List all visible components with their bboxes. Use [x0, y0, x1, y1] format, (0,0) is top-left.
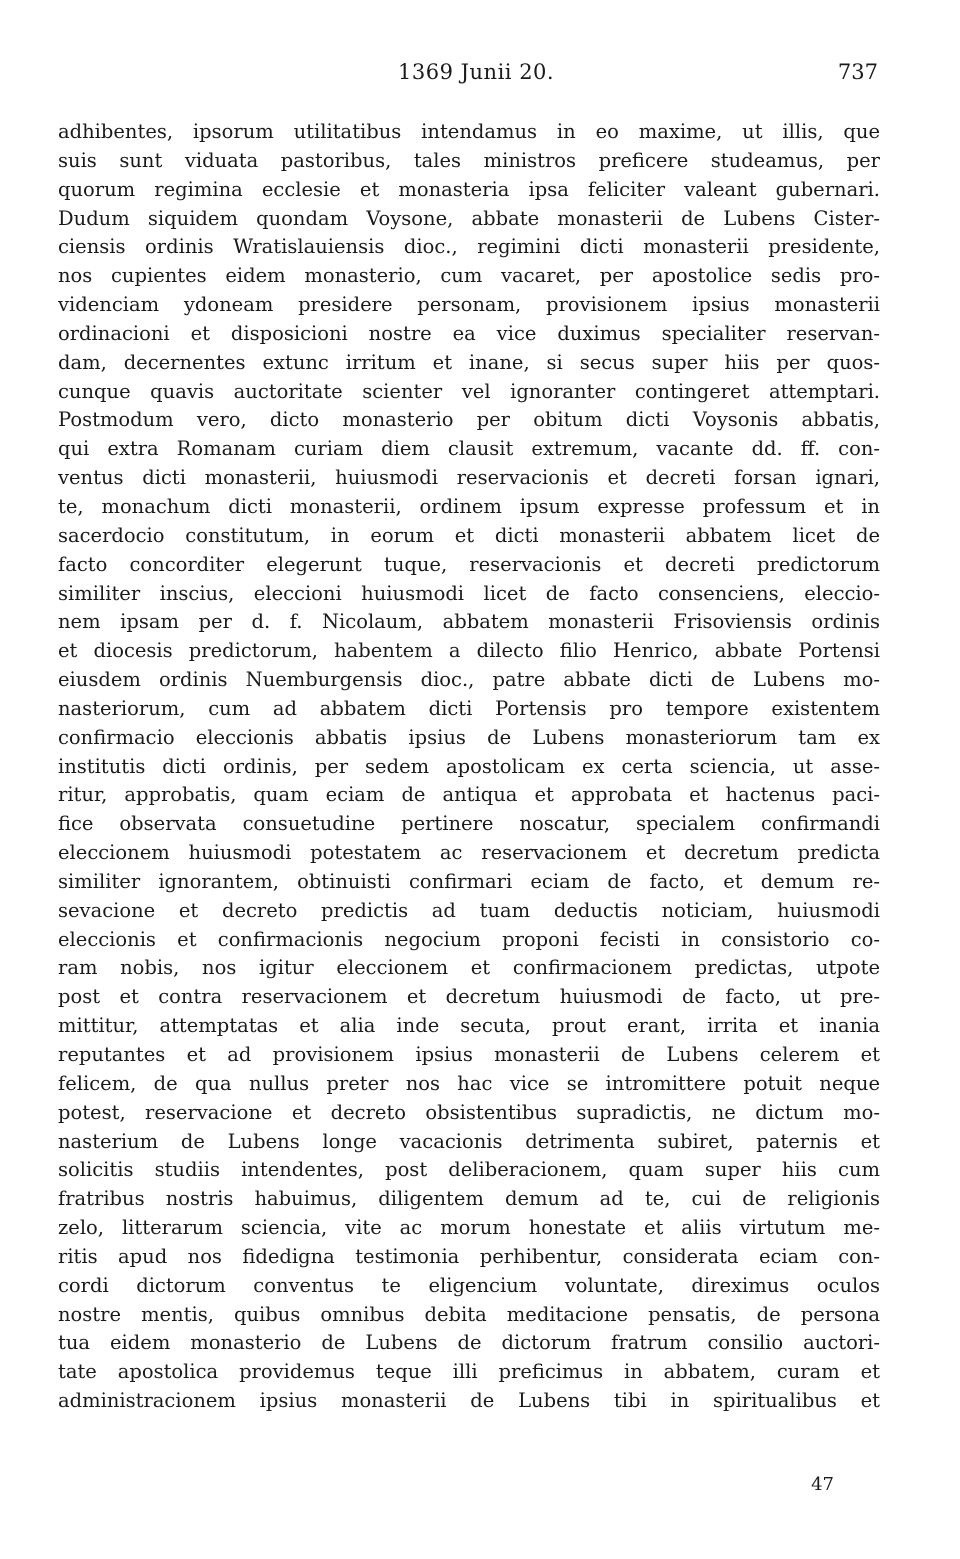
text-line: et diocesis predictorum, habentem a dilecto filio Henrico, abbate Portensi [58, 639, 880, 663]
text-line: ritis apud nos fidedigna testimonia perhibentur, considerata eciam con- [58, 1244, 880, 1268]
text-line: facto concorditer elegerunt tuque, reservacionis et decreti predictorum [58, 552, 880, 576]
text-line: potest, reservacione et decreto obsistentibus supradictis, ne dictum mo- [58, 1100, 880, 1124]
text-line: qui extra Romanam curiam diem clausit extremum, vacante dd. ff. con- [58, 437, 880, 461]
text-line: Postmodum vero, dicto monasterio per obitum dicti Voysonis abbatis, [58, 408, 880, 432]
text-line: sacerdocio constitutum, in eorum et dicti monasterii abbatem licet de [58, 523, 880, 547]
signature-mark: 47 [811, 1474, 834, 1495]
text-line: dam, decernentes extunc irritum et inane, si secus super hiis per quos- [58, 350, 880, 374]
text-line: nos cupientes eidem monasterio, cum vacaret, per apostolice sedis pro- [58, 264, 880, 288]
text-line: mittitur, attemptatas et alia inde secuta, prout erant, irrita et inania [58, 1014, 880, 1038]
text-line: nem ipsam per d. f. Nicolaum, abbatem monasterii Frisoviensis ordinis [58, 610, 880, 634]
text-line: fratribus nostris habuimus, diligentem demum ad te, cui de religionis [58, 1187, 880, 1211]
text-line: reputantes et ad provisionem ipsius monasterii de Lubens celerem et [58, 1043, 880, 1066]
text-line: te, monachum dicti monasterii, ordinem ipsum expresse professum et in [58, 494, 880, 518]
text-line: tua eidem monasterio de Lubens de dictorum fratrum consilio auctori- [58, 1331, 880, 1355]
text-line: ritur, approbatis, quam eciam de antiqua et approbata et hactenus paci- [58, 783, 880, 807]
text-line: cordi dictorum conventus te eligencium voluntate, direximus oculos [58, 1273, 880, 1297]
text-line: eiusdem ordinis Nuemburgensis dioc., patre abbate dicti de Lubens mo- [58, 668, 880, 692]
text-line: eleccionis et confirmacionis negocium proponi fecisti in consistorio co- [58, 927, 880, 951]
text-line: solicitis studiis intendentes, post deliberacionem, quam super hiis cum [58, 1158, 880, 1182]
text-line: nasteriorum, cum ad abbatem dicti Portensis pro tempore existentem [58, 696, 880, 720]
text-line: institutis dicti ordinis, per sedem apostolicam ex certa sciencia, ut asse- [58, 754, 880, 778]
text-line: Dudum siquidem quondam Voysone, abbate monasterii de Lubens Cister- [58, 206, 880, 230]
text-line: felicem, de qua nullus preter nos hac vice se intromittere potuit neque [58, 1071, 880, 1095]
text-line: post et contra reservacionem et decretum huiusmodi de facto, ut pre- [58, 985, 880, 1009]
text-line: administracionem ipsius monasterii de Lubens tibi in spiritualibus et [58, 1389, 880, 1413]
text-line: tate apostolica providemus teque illi preficimus in abbatem, curam et [58, 1360, 880, 1384]
text-line: cunque quavis auctoritate scienter vel ignoranter contingeret attemptari. [58, 379, 880, 403]
text-line: adhibentes, ipsorum utilitatibus intendamus in eo maxime, ut illis, que [58, 120, 880, 143]
text-line: ventus dicti monasterii, huiusmodi reservacionis et decreti forsan ignari, [58, 466, 880, 490]
text-line: zelo, litterarum sciencia, vite ac morum honestate et aliis virtutum me- [58, 1216, 880, 1240]
text-line: ciensis ordinis Wratislauiensis dioc., regimini dicti monasterii presidente, [58, 235, 880, 259]
text-line: eleccionem huiusmodi potestatem ac reservacionem et decretum predicta [58, 841, 880, 865]
text-line: nostre mentis, quibus omnibus debita meditacione pensatis, de persona [58, 1302, 880, 1326]
text-line: nasterium de Lubens longe vacacionis detrimenta subiret, paternis et [58, 1129, 880, 1153]
page-number: 737 [837, 60, 878, 84]
text-line: similiter ignorantem, obtinuisti confirmari eciam de facto, et demum re- [58, 869, 880, 893]
running-head [58, 60, 878, 92]
text-line: sevacione et decreto predictis ad tuam deductis noticiam, huiusmodi [58, 898, 880, 922]
text-line: suis sunt viduata pastoribus, tales ministros preficere studeamus, per [58, 148, 880, 172]
header-date: 1369 Junii 20. [398, 60, 555, 84]
text-line: fice observata consuetudine pertinere noscatur, specialem confirmandi [58, 812, 880, 836]
text-line: quorum regimina ecclesie et monasteria ipsa feliciter valeant gubernari. [58, 177, 880, 201]
text-line: ordinacioni et disposicioni nostre ea vice duximus specialiter reservan- [58, 321, 880, 345]
text-line: videnciam ydoneam presidere personam, provisionem ipsius monasterii [58, 293, 880, 317]
text-line: similiter inscius, eleccioni huiusmodi licet de facto consenciens, eleccio- [58, 581, 880, 605]
body-text [58, 118, 880, 1416]
text-line: confirmacio eleccionis abbatis ipsius de Lubens monasteriorum tam ex [58, 725, 880, 749]
text-line: ram nobis, nos igitur eleccionem et confirmacionem predictas, utpote [58, 956, 880, 980]
